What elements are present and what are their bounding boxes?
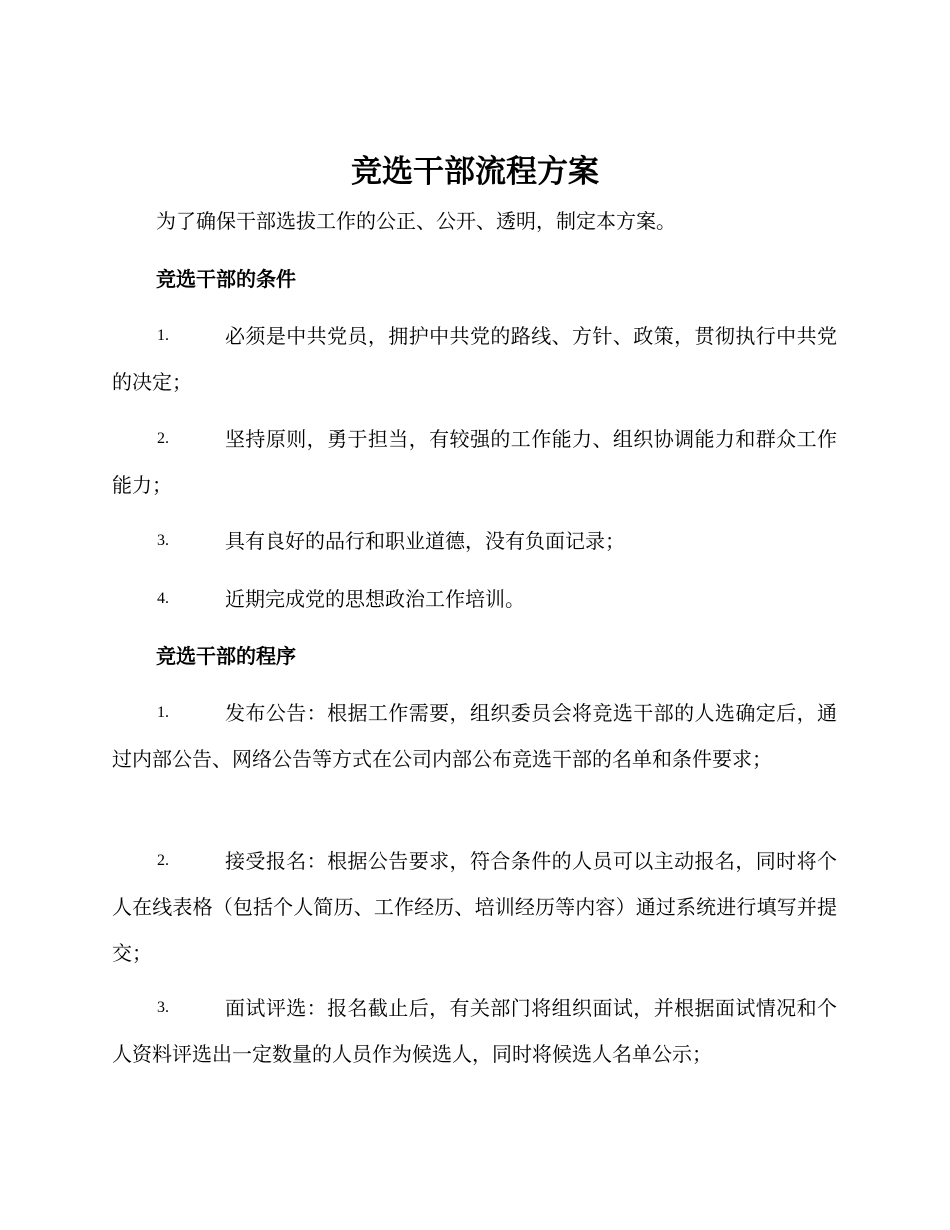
list-item-text: 面试评选：报名截止后，有关部门将组织面试，并根据面试情况和个人资料评选出一定数量的人员作为候选人，同时将候选人名单公示； bbox=[112, 996, 837, 1066]
list-item-number: 3. bbox=[157, 532, 169, 549]
list-item bbox=[112, 576, 837, 622]
list-item-number: 4. bbox=[157, 590, 169, 607]
list-item-text: 具有良好的品行和职业道德，没有负面记录； bbox=[225, 529, 625, 553]
section-heading-conditions: 竞选干部的条件 bbox=[156, 267, 296, 291]
page-title: 竞选干部流程方案 bbox=[351, 154, 599, 190]
list-item-text: 坚持原则，勇于担当，有较强的工作能力、组织协调能力和群众工作能力； bbox=[112, 427, 837, 497]
list-item bbox=[112, 313, 837, 405]
intro-paragraph: 为了确保干部选拔工作的公正、公开、透明，制定本方案。 bbox=[156, 209, 676, 233]
list-item bbox=[112, 985, 837, 1077]
list-item-number: 2. bbox=[157, 852, 169, 869]
list-item bbox=[112, 838, 837, 976]
list-item-text: 接受报名：根据公告要求，符合条件的人员可以主动报名，同时将个人在线表格（包括个人简历、工作经历、培训经历等内容）通过系统进行填写并提交； bbox=[112, 849, 837, 965]
list-item bbox=[112, 690, 837, 782]
list-item-number: 3. bbox=[157, 999, 169, 1016]
list-item-number: 1. bbox=[157, 327, 169, 344]
list-item-number: 2. bbox=[157, 430, 169, 447]
list-item-text: 发布公告：根据工作需要，组织委员会将竞选干部的人选确定后，通过内部公告、网络公告等方式在公司内部公布竞选干部的名单和条件要求； bbox=[112, 701, 837, 771]
list-item-number: 1. bbox=[157, 704, 169, 721]
section-heading-procedure: 竞选干部的程序 bbox=[156, 644, 296, 668]
list-item bbox=[112, 416, 837, 508]
list-item bbox=[112, 518, 837, 564]
list-item-text: 近期完成党的思想政治工作培训。 bbox=[225, 587, 525, 611]
list-item-text: 必须是中共党员，拥护中共党的路线、方针、政策，贯彻执行中共党的决定； bbox=[112, 324, 837, 394]
